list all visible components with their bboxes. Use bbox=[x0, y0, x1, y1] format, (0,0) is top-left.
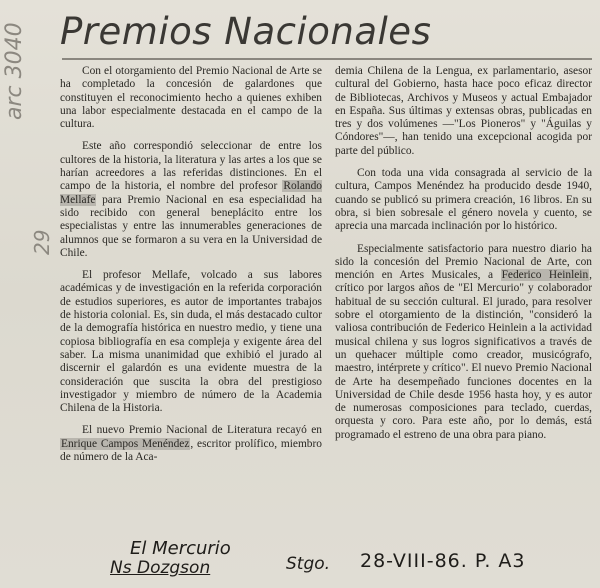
paragraph-text: El profesor Mellafe, volcado a sus labores académicas y de investigación en la referida corporación de estudios superiores, es autor de importantes trabajos de historia colonial. Es, sin duda, el más destacado cultor de la demografía histórica en nuestro medio, y tiene una copiosa bibliografía en esa compleja y exigente área del saber. La misma unanimidad que exhibió el jurado al discernir el galardón es una evidente muestra de la consideración que suscita la obra del prestigioso investigador y miembro de número de la Academia Chilena de la Historia. bbox=[60, 269, 322, 415]
article-paragraph bbox=[60, 140, 322, 260]
highlighted-name: Enrique Campos Menéndez bbox=[61, 437, 190, 450]
paragraph-text: , escritor prolífico, miembro de número de la Aca- bbox=[60, 437, 322, 464]
article-paragraph bbox=[335, 243, 592, 442]
title-rule bbox=[62, 58, 592, 60]
city-note: Stgo. bbox=[286, 554, 331, 574]
article-paragraph bbox=[60, 65, 322, 131]
margin-handwriting: arc 3040 bbox=[2, 22, 27, 120]
paragraph-text: Especialmente satisfactorio para nuestro diario ha sido la concesión del Premio Nacional de Arte, con mención en Artes Musicales, a bbox=[335, 242, 592, 282]
handwritten-footer bbox=[110, 538, 590, 586]
article-title: Premios Nacionales bbox=[60, 10, 432, 53]
margin-number: 29 bbox=[30, 229, 54, 255]
source-note: El Mercurio bbox=[130, 538, 231, 559]
date-page-note: 28-VIII-86. P. A3 bbox=[360, 550, 526, 572]
right-column bbox=[335, 65, 592, 451]
highlighted-name: Rolando Mellafe bbox=[60, 180, 322, 206]
highlighted-name: Federico Heinlein bbox=[501, 269, 589, 282]
paragraph-text: El nuevo Premio Nacional de Literatura recayó en bbox=[82, 424, 322, 437]
article-paragraph bbox=[60, 269, 322, 415]
article-paragraph bbox=[335, 167, 592, 233]
signature: Ns Dozgson bbox=[110, 558, 211, 578]
paragraph-text: Este año correspondió seleccionar de entre los cultores de la historia, la literatura y las artes a los que se harían acreedores a las referidas distinciones. En el campo de la historia, el nombre del profesor bbox=[60, 140, 322, 193]
paragraph-text: demia Chilena de la Lengua, ex parlamentario, asesor cultural del Gobierno, hasta hace poco eficaz director de Bibliotecas, Archivos y Museos y actual Embajador en España. Sus últimas y extensas obras, publicadas en tres y dos volúmenes —"Los Pioneros" y "Águilas y Cóndores"—, han tenido una excepcional acogida por parte del público. bbox=[335, 65, 592, 157]
paragraph-text: Con toda una vida consagrada al servicio de la cultura, Campos Menéndez ha producido desde 1940, cuando se publicó su primera creación, 16 libros. En su obra, si bien sobresale el género novela y cuento, se aprecia una marcada inclinación por lo histórico. bbox=[335, 167, 592, 233]
paragraph-text: Con el otorgamiento del Premio Nacional de Arte se ha completado la concesión de galardones que constituyen el reconocimiento hecho a quienes exhiben una labor especialmente destacada en el campo de la cultura. bbox=[60, 65, 322, 131]
article-paragraph bbox=[335, 65, 592, 158]
left-column bbox=[60, 65, 322, 473]
article-paragraph bbox=[60, 424, 322, 464]
paragraph-text: , crítico por largos años de "El Mercurio" y colaborador habitual de su sección cultural. El jurado, para resolver sobre el otorgamiento de la distinción, "consideró la valiosa contribución de Federico Heinlein a la actividad musical chilena y sus logros significativos a través de un quehacer múltiple como creador, musicógrafo, maestro, intérprete y crítico". El nuevo Premio Nacional de Arte ha desempeñado funciones docentes en la Universidad de Chile desde 1956 hasta hoy, y es autor de numerosas composiciones para teclado, cuerdas, orquesta y coro. Para este año, por lo demás, está programado el estreno de una obra para piano. bbox=[335, 269, 593, 441]
paragraph-text: para Premio Nacional en esa especialidad ha sido recibido con general beneplácito entre los especialistas y entre las innumerables generaciones de alumnos que se formaron a su vera en la Universidad de Chile. bbox=[60, 193, 322, 259]
